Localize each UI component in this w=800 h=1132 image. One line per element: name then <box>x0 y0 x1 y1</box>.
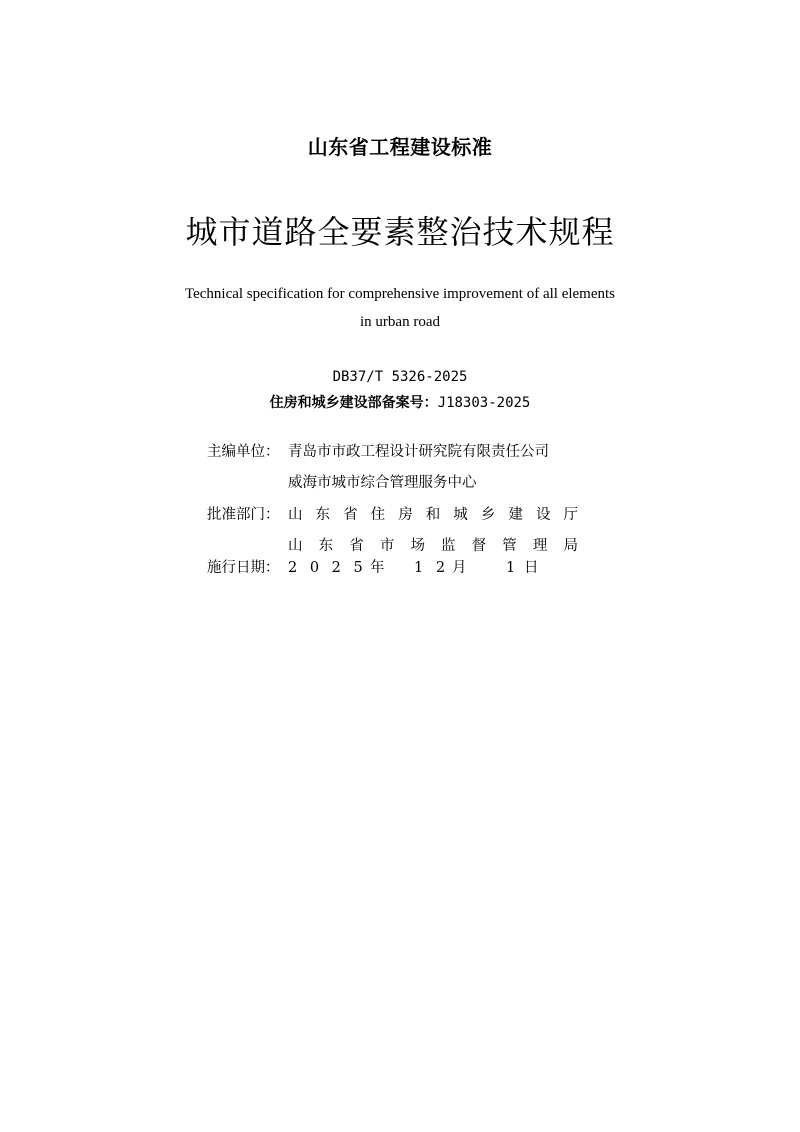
editor-label: 主编单位： <box>207 444 280 460</box>
record-number: J18303-2025 <box>437 395 531 411</box>
standard-number: DB37/T 5326-2025 <box>332 369 468 385</box>
effective-date-day: 1 <box>506 560 516 576</box>
effective-date-day-unit: 日 <box>524 560 539 576</box>
effective-date-month: 1 2 <box>414 560 450 576</box>
document-title: 城市道路全要素整治技术规程 <box>185 213 615 251</box>
effective-date-year: 2 0 2 5 <box>288 560 367 576</box>
approver-label: 批准部门： <box>207 507 280 523</box>
english-title-line-1: Technical specification for comprehensive improvement of all elements <box>184 286 616 302</box>
approver-department-2-text: 山东省市场监督管理局 <box>288 538 578 554</box>
effective-date <box>288 558 548 578</box>
english-title-line-2: in urban road <box>360 314 440 330</box>
effective-date-label: 施行日期： <box>207 560 280 576</box>
record-line <box>0 393 800 413</box>
editor-organization-2: 威海市城市综合管理服务中心 <box>288 475 477 491</box>
approver-department-1 <box>288 505 578 525</box>
standard-category-heading: 山东省工程建设标准 <box>307 135 493 159</box>
approver-department-1-text: 山东省住房和城乡建设厅 <box>288 507 578 523</box>
effective-date-month-unit: 月 <box>452 560 467 576</box>
record-label: 住房和城乡建设部备案号： <box>269 395 438 411</box>
editor-organization-1: 青岛市市政工程设计研究院有限责任公司 <box>288 444 549 460</box>
effective-date-year-unit: 年 <box>370 560 385 576</box>
approver-department-2 <box>288 536 578 556</box>
